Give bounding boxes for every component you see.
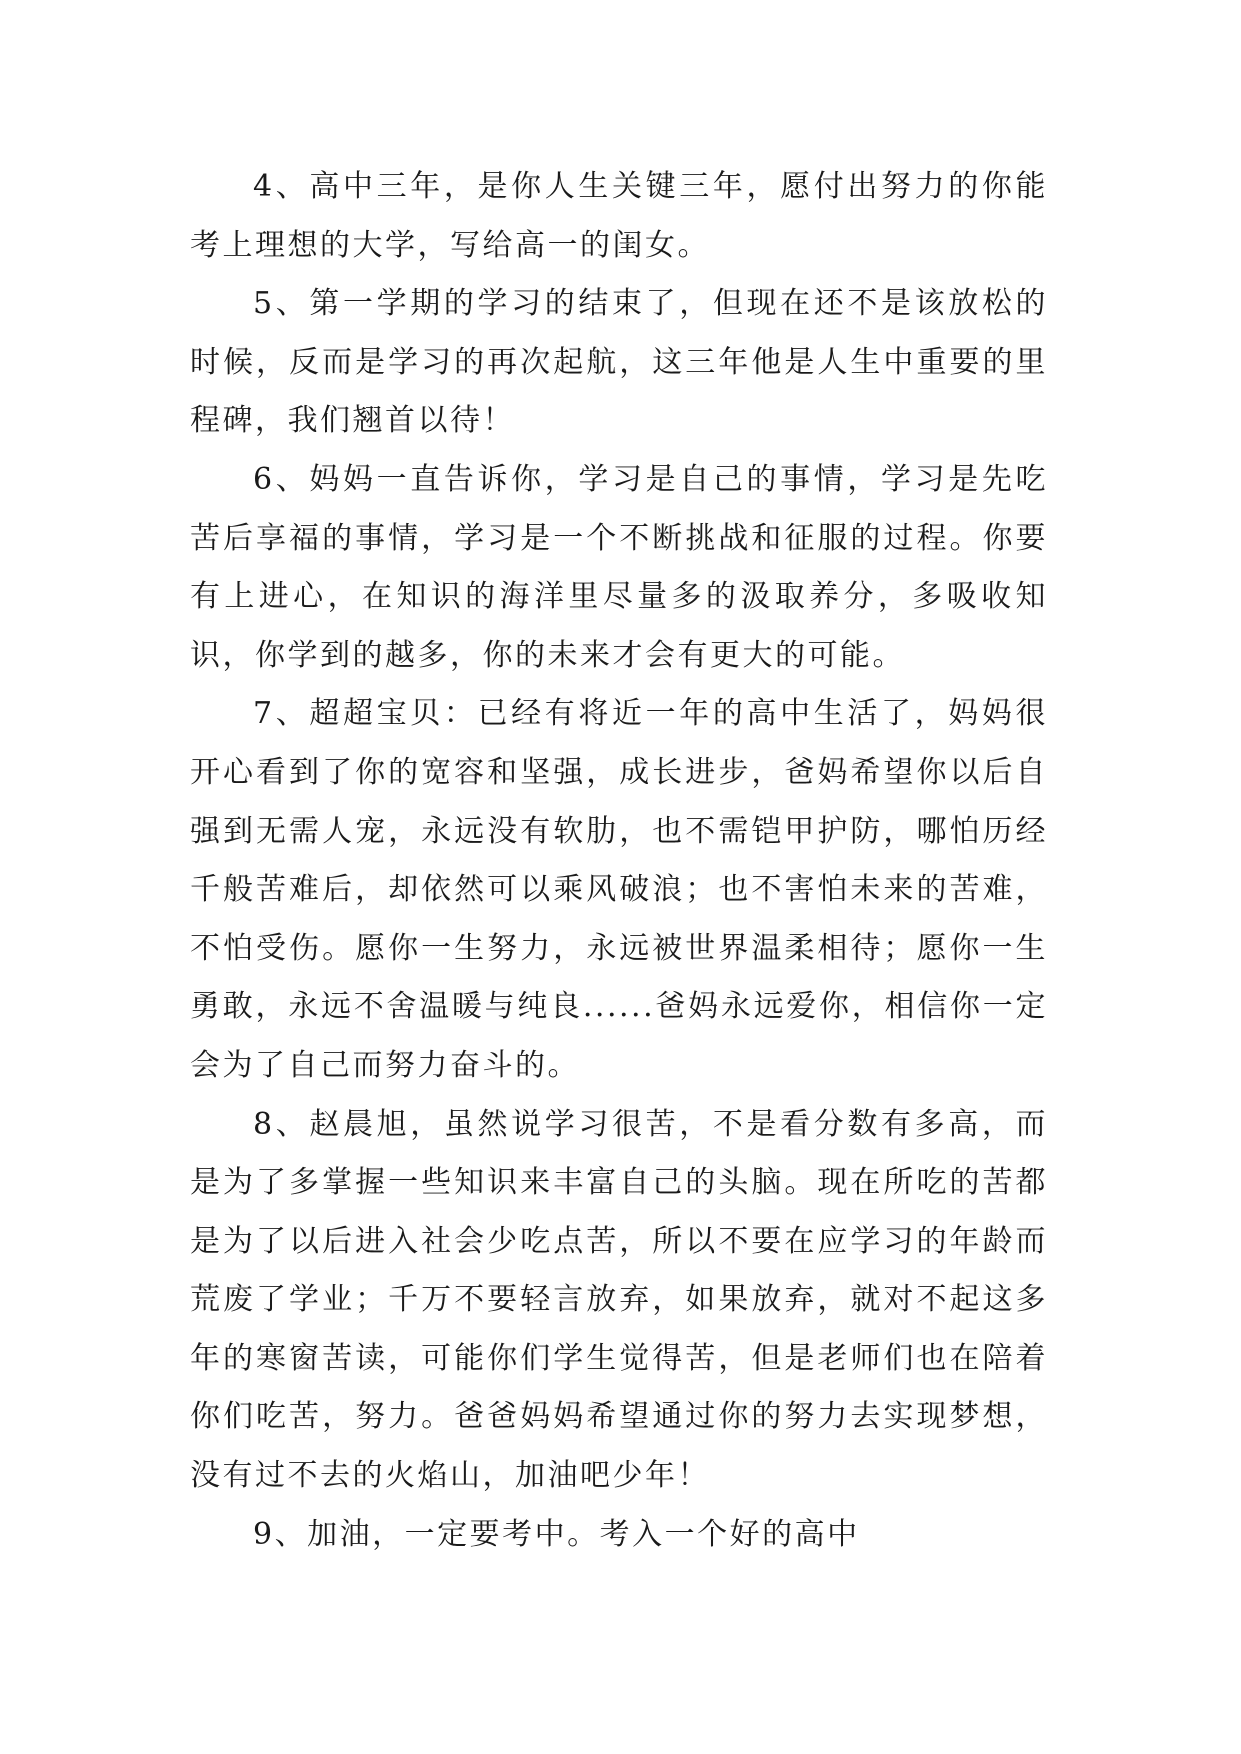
paragraph-7: 7、超超宝贝：已经有将近一年的高中生活了，妈妈很开心看到了你的宽容和坚强，成长进步，爸妈希望你以后自强到无需人宠，永远没有软肋，也不需铠甲护防，哪怕历经千般苦难后，却依然可以乘风破浪；也不害怕未来的苦难，不怕受伤。愿你一生努力，永远被世界温柔相待；愿你一生勇敢，永远不舍温暖与纯良......爸妈永远爱你，相信你一定会为了自己而努力奋斗的。 — [190, 696, 1048, 1083]
paragraph-8: 8、赵晨旭，虽然说学习很苦，不是看分数有多高，而是为了多掌握一些知识来丰富自己的头脑。现在所吃的苦都是为了以后进入社会少吃点苦，所以不要在应学习的年龄而荒废了学业；千万不要轻言放弃，如果放弃，就对不起这多年的寒窗苦读，可能你们学生觉得苦，但是老师们也在陪着你们吃苦，努力。爸爸妈妈希望通过你的努力去实现梦想，没有过不去的火焰山，加油吧少年！ — [190, 1106, 1048, 1494]
paragraph-6: 6、妈妈一直告诉你，学习是自己的事情，学习是先吃苦后享福的事情，学习是一个不断挑战和征服的过程。你要有上进心，在知识的海洋里尽量多的汲取养分，多吸收知识，你学到的越多，你的未来才会有更大的可能。 — [190, 461, 1048, 673]
paragraph-9: 9、加油，一定要考中。考入一个好的高中 — [253, 1516, 860, 1552]
document-body — [190, 158, 1048, 1564]
paragraph-4: 4、高中三年，是你人生关键三年，愿付出努力的你能考上理想的大学，写给高一的闺女。 — [190, 169, 1048, 263]
paragraph-5: 5、第一学期的学习的结束了，但现在还不是该放松的时候，反而是学习的再次起航，这三年他是人生中重要的里程碑，我们翘首以待！ — [190, 286, 1048, 439]
